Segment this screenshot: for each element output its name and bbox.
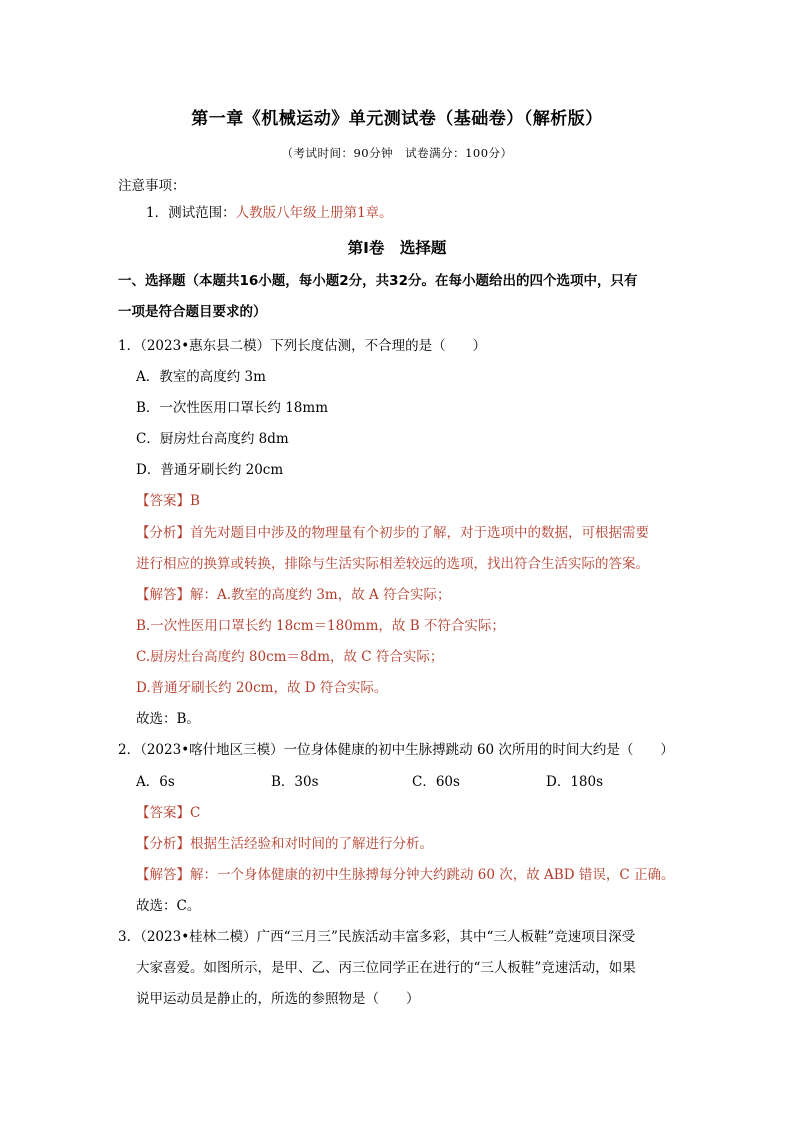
- q1-choice: 故选：B。: [136, 711, 200, 727]
- notice-item-text: 人教版八年级上册第1章。: [235, 205, 393, 221]
- q1-solution-line4: D.普通牙刷长约 20cm，故 D 符合实际。: [136, 680, 388, 696]
- q2-option-a: A．6s: [136, 774, 175, 790]
- analysis-label: 【分析】: [136, 525, 190, 541]
- solution-text: 解：一个身体健康的初中生脉搏每分钟大约跳动 60 次，故 ABD 错误，C 正确。: [190, 867, 675, 883]
- q1-solution-line3: C.厨房灶台高度约 80cm＝8dm，故 C 符合实际；: [136, 649, 444, 665]
- answer-label: 【答案】: [136, 493, 190, 509]
- q1-answer: [136, 492, 200, 510]
- solution-text: 解：A.教室的高度约 3m，故 A 符合实际；: [190, 587, 451, 603]
- q2-option-c: C．60s: [412, 774, 460, 790]
- q1-solution-line1: [136, 586, 451, 604]
- q1-option-c: C．厨房灶台高度约 8dm: [136, 431, 289, 447]
- q1-analysis-line1: [136, 524, 649, 542]
- page-title: 第一章《机械运动》单元测试卷（基础卷）（解析版）: [191, 109, 603, 129]
- notice-heading: 注意事项：: [118, 178, 186, 194]
- analysis-label: 【分析】: [136, 836, 190, 852]
- exam-info: （考试时间：90分钟 试卷满分：100分）: [281, 146, 513, 160]
- section-title: 第Ⅰ卷 选择题: [347, 239, 447, 257]
- q1-stem: 1．（2023•惠东县二模）下列长度估测，不合理的是（ ）: [118, 338, 487, 354]
- q2-option-d: D．180s: [546, 774, 604, 790]
- analysis-text: 首先对题目中涉及的物理量有个初步的了解，对于选项中的数据，可根据需要: [190, 525, 649, 541]
- q1-option-b: B．一次性医用口罩长约 18mm: [136, 400, 328, 416]
- q2-solution-line1: [136, 866, 674, 884]
- analysis-text: 根据生活经验和对时间的了解进行分析。: [190, 836, 433, 852]
- q1-option-d: D．普通牙刷长约 20cm: [136, 462, 284, 478]
- q2-analysis-line1: [136, 835, 433, 853]
- answer-value: C: [190, 805, 201, 821]
- q1-option-a: A．教室的高度约 3m: [136, 369, 266, 385]
- solution-label: 【解答】: [136, 867, 190, 883]
- answer-value: B: [190, 493, 200, 509]
- q3-stem-line3: 说甲运动员是静止的，所选的参照物是（ ）: [136, 991, 420, 1007]
- q2-option-b: B．30s: [271, 774, 319, 790]
- answer-label: 【答案】: [136, 805, 190, 821]
- q3-stem-line2: 大家喜爱。如图所示，是甲、乙、丙三位同学正在进行的“三人板鞋”竞速活动，如果: [136, 960, 636, 976]
- part-heading-line2: 一项是符合题目要求的）: [118, 304, 267, 320]
- q1-solution-line2: B.一次性医用口罩长约 18cm＝180mm，故 B 不符合实际；: [136, 618, 505, 634]
- solution-label: 【解答】: [136, 587, 190, 603]
- q1-analysis-line2: 进行相应的换算或转换，排除与生活实际相差较远的选项，找出符合生活实际的答案。: [136, 556, 649, 572]
- part-heading-line1: 一、选择题（本题共16小题，每小题2分，共32分。在每小题给出的四个选项中，只有: [118, 273, 638, 289]
- q2-choice: 故选：C。: [136, 898, 201, 914]
- q3-stem-line1: 3．（2023•桂林二模）广西“三月三”民族活动丰富多彩，其中“三人板鞋”竞速项目深受: [118, 929, 636, 945]
- q2-stem: 2．（2023•喀什地区三模）一位身体健康的初中生脉搏跳动 60 次所用的时间大约是（ ）: [118, 742, 674, 758]
- notice-item-prefix: 1．测试范围：: [146, 205, 236, 221]
- q2-answer: [136, 804, 200, 822]
- notice-item: [146, 204, 393, 222]
